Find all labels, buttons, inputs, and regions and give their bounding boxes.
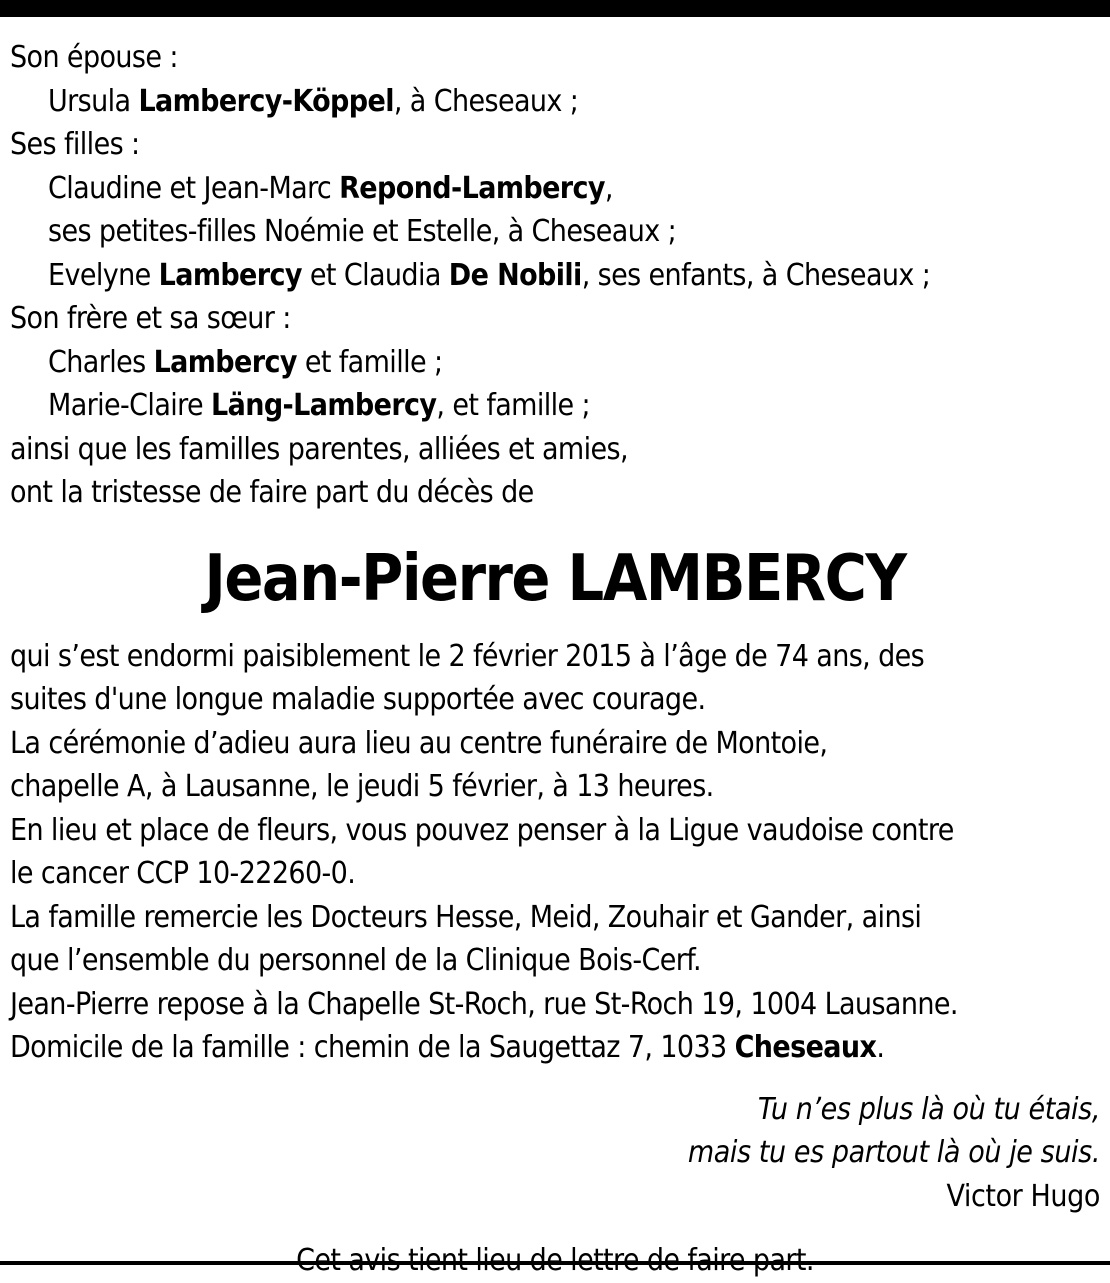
notice-body xyxy=(10,635,1100,1070)
domicile-address: Domicile de la famille : chemin de la Saugettaz 7, 1033 xyxy=(10,1030,727,1065)
quote-text-2: mais tu es partout là où je suis. xyxy=(687,1135,1100,1170)
brother-surname: Lambercy xyxy=(153,344,297,380)
announcement-line: ont la tristesse de faire part du décès de xyxy=(10,475,534,510)
family-domicile-line xyxy=(10,1026,1100,1070)
daughter2-partner-surname: De Nobili xyxy=(448,257,582,293)
spouse-heading: Son épouse : xyxy=(10,40,178,75)
brother-rest: et famille ; xyxy=(304,344,443,380)
brother-first-name: Charles xyxy=(48,344,146,380)
body-line: La famille remercie les Docteurs Hesse, Meid, Zouhair et Gander, ainsi xyxy=(10,899,922,935)
quote-text-1: Tu n’es plus là où tu étais, xyxy=(757,1091,1100,1127)
spouse-place: , à Cheseaux ; xyxy=(393,83,579,119)
deceased-name: Jean-Pierre LAMBERCY xyxy=(204,541,906,616)
body-line: En lieu et place de fleurs, vous pouvez penser à la Ligue vaudoise contre xyxy=(10,812,954,848)
death-notice xyxy=(10,36,1100,1283)
daughter1-entry xyxy=(10,167,1100,211)
spouse-surname: Lambercy-Köppel xyxy=(138,83,394,119)
daughter2-first-name: Evelyne xyxy=(48,257,151,293)
sister-entry xyxy=(10,384,1100,428)
daughter1-comma: , xyxy=(604,170,613,206)
daughter2-and: et Claudia xyxy=(309,257,441,293)
top-border-rule xyxy=(0,0,1110,17)
body-line: qui s’est endormi paisiblement le 2 février 2015 à l’âge de 74 ans, des xyxy=(10,638,925,674)
domicile-period: . xyxy=(876,1030,885,1065)
daughter2-entry xyxy=(10,254,1100,298)
quote-block xyxy=(10,1088,1100,1219)
brother-entry xyxy=(10,341,1100,385)
body-line: que l’ensemble du personnel de la Clinique Bois-Cerf. xyxy=(10,943,701,978)
quote-line-1 xyxy=(10,1088,1100,1132)
bottom-border-rule xyxy=(0,1261,1110,1265)
daughter2-rest: , ses enfants, à Cheseaux ; xyxy=(581,257,931,293)
sister-first-name: Marie-Claire xyxy=(48,388,204,423)
family-list xyxy=(10,36,1100,515)
body-line: Jean-Pierre repose à la Chapelle St-Roch, rue St-Roch 19, 1004 Lausanne. xyxy=(10,986,958,1022)
quote-author: Victor Hugo xyxy=(946,1178,1100,1214)
quote-line-2 xyxy=(10,1131,1100,1175)
body-line: le cancer CCP 10-22260-0. xyxy=(10,856,356,891)
body-line: suites d'une longue maladie supportée avec courage. xyxy=(10,682,706,717)
daughter1-first-names: Claudine et Jean-Marc xyxy=(48,170,332,206)
sister-surname: Läng-Lambercy xyxy=(211,388,437,423)
domicile-town: Cheseaux xyxy=(734,1030,877,1065)
spouse-entry xyxy=(10,80,1100,124)
sister-rest: , et famille ; xyxy=(436,388,591,423)
daughter2-surname: Lambercy xyxy=(158,257,302,293)
grandchildren-entry: ses petites-filles Noémie et Estelle, à Cheseaux ; xyxy=(48,214,677,249)
body-line: La cérémonie d’adieu aura lieu au centre funéraire de Montoie, xyxy=(10,725,828,761)
daughter1-surname: Repond-Lambercy xyxy=(339,170,605,206)
body-line: chapelle A, à Lausanne, le jeudi 5 février, à 13 heures. xyxy=(10,769,714,804)
daughters-heading: Ses filles : xyxy=(10,127,140,162)
relatives-line: ainsi que les familles parentes, alliées et amies, xyxy=(10,431,628,467)
siblings-heading: Son frère et sa sœur : xyxy=(10,301,291,336)
spouse-first-name: Ursula xyxy=(48,83,131,119)
